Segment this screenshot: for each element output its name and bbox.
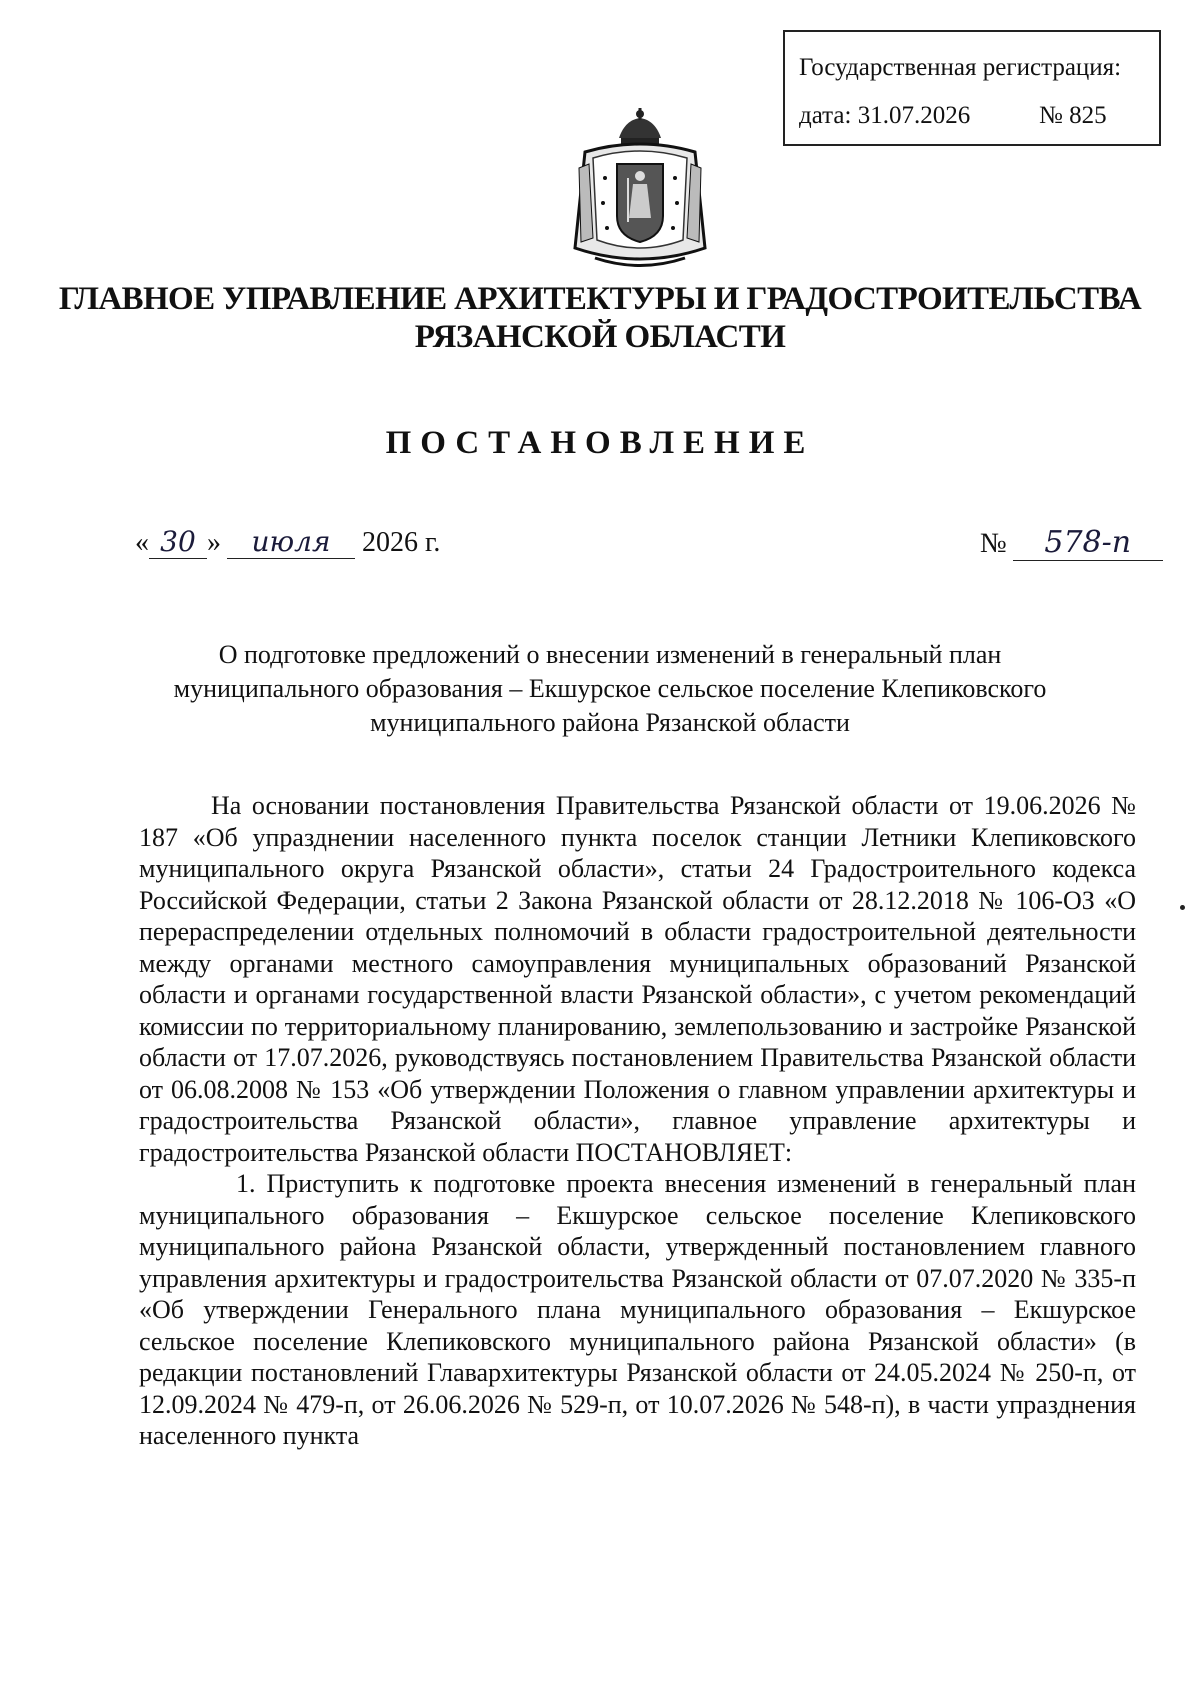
registration-box <box>783 30 1161 146</box>
organization-line-1: ГЛАВНОЕ УПРАВЛЕНИЕ АРХИТЕКТУРЫ И ГРАДОСТРОИТЕЛЬСТВА <box>58 281 1142 317</box>
date-month: июля <box>227 525 355 559</box>
body-paragraph-2: 1. Приступить к подготовке проекта внесения изменений в генеральный план муниципального образования – Екшурское сельское поселение Клепиковского муниципального района Рязанской области, утвержденный постановлением главного управления архитектуры и градостроительства Рязанской области от 07.07.2020 № 335-п «Об утверждении Генерального плана муниципального образования – Екшурское сельское поселение Клепиковского муниципального района Рязанской области» (в редакции постановлений Главархитектуры Рязанской области от 24.05.2024 № 250-п, от 12.09.2024 № 479-п, от 26.06.2026 № 529-п, от 10.07.2026 № 548-п), в части упразднения населенного пункта <box>139 1169 1136 1450</box>
document-type: ПОСТАНОВЛЕНИЕ <box>385 425 815 461</box>
document-number-value: 578-п <box>1013 525 1163 561</box>
document-subject <box>150 638 1070 740</box>
date-close-quote: » <box>207 527 221 558</box>
body-paragraph-1: На основании постановления Правительства Рязанской области от 19.06.2026 № 187 «Об упразднении населенного пункта поселок станции Летники Клепиковского муниципального округа Рязанской области», статьи 24 Градостроительного кодекса Российской Федерации, статьи 2 Закона Рязанской области от 28.12.2018 № 106-ОЗ «О перераспределении отдельных полномочий в области градостроительной деятельности между органами местного самоуправления муниципальных образований Рязанской области и органами государственной власти Рязанской области», с учетом рекомендаций комиссии по территориальному планированию, землепользованию и застройке Рязанской области от 17.07.2026, руководствуясь постановлением Правительства Рязанской области от 06.08.2008 № 153 «Об утверждении Положения о главном управлении архитектуры и градостроительства Рязанской области», главное управление архитектуры и градостроительства Рязанской области ПОСТАНОВЛЯЕТ: <box>139 791 1136 1167</box>
date-open-quote: « <box>135 527 149 558</box>
registration-title: Государственная регистрация: <box>799 54 1122 81</box>
document-date <box>135 525 440 559</box>
registration-number: № 825 <box>1039 102 1107 129</box>
subject-line-1: О подготовке предложений о внесении изменений в генеральный план <box>218 640 1002 669</box>
document-number <box>980 525 1163 561</box>
ryazan-coat-of-arms-icon <box>565 108 715 273</box>
margin-mark <box>1180 905 1185 910</box>
date-year: 2026 г. <box>362 527 441 558</box>
date-day: 30 <box>149 525 207 559</box>
registration-date: дата: 31.07.2026 <box>799 102 971 129</box>
subject-line-2: муниципального образования – Екшурское сельское поселение Клепиковского <box>173 674 1047 703</box>
organization-name <box>0 280 1200 356</box>
document-number-label: № <box>980 528 1007 559</box>
subject-line-3: муниципального района Рязанской области <box>370 708 850 737</box>
document-body <box>139 790 1136 1452</box>
organization-line-2: РЯЗАНСКОЙ ОБЛАСТИ <box>414 319 786 355</box>
